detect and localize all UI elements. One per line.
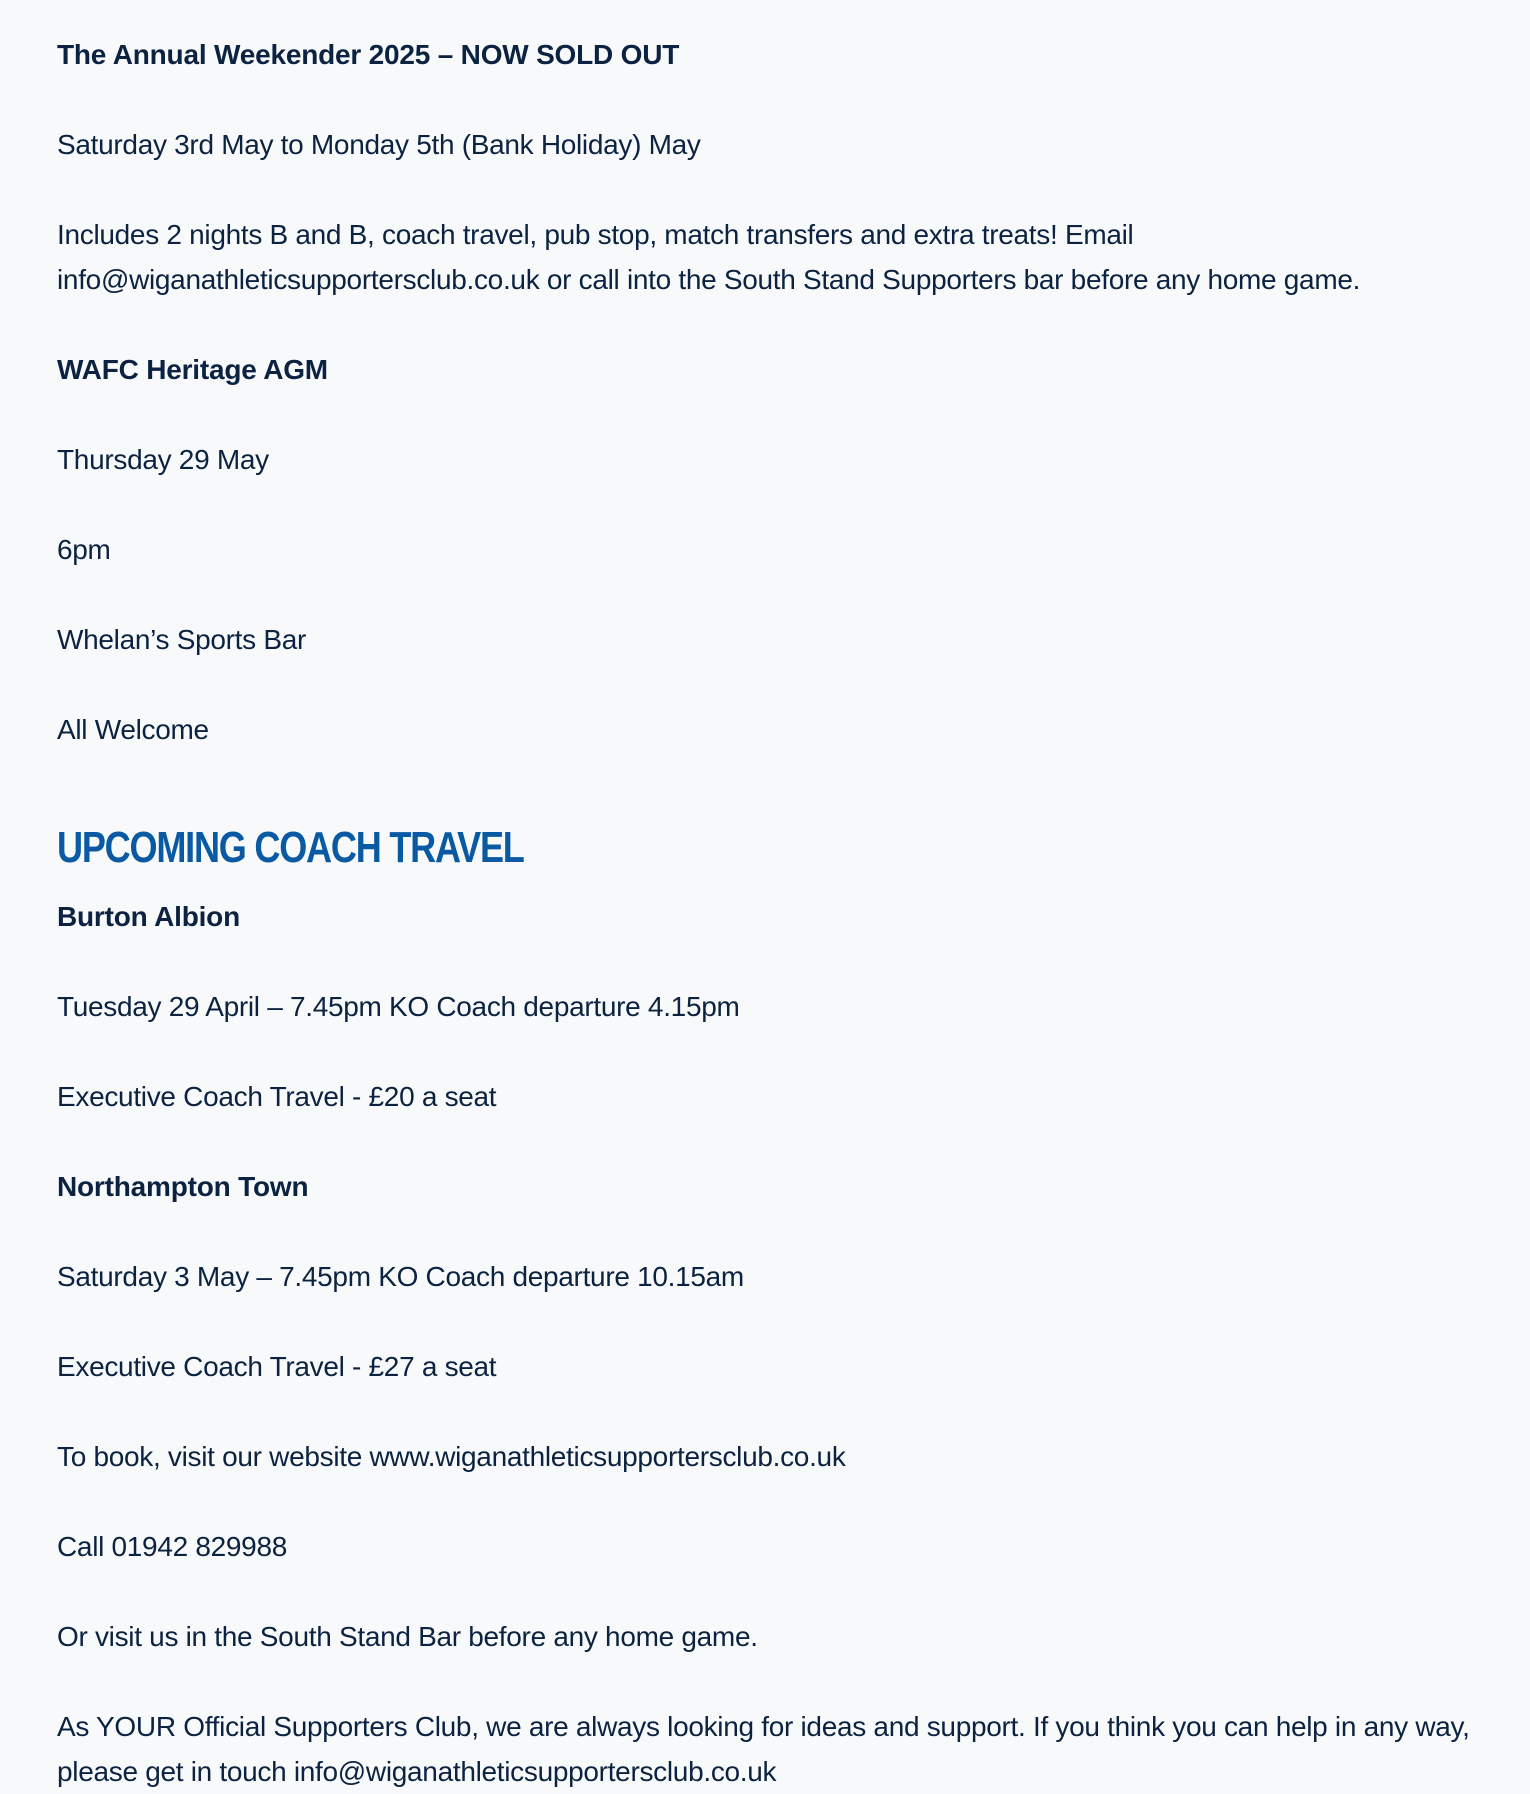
agm-venue: Whelan’s Sports Bar [57,624,307,655]
visit-info: Or visit us in the South Stand Bar before any home game. [57,1621,758,1652]
agm-time: 6pm [57,534,111,565]
agm-date: Thursday 29 May [57,444,269,475]
weekender-heading: The Annual Weekender 2025 – NOW SOLD OUT [57,39,680,70]
weekender-details-line-2: info@wiganathleticsupportersclub.co.uk or call into the South Stand Supporters bar before any home game. [57,264,1361,295]
trip-price: Executive Coach Travel - £27 a seat [57,1351,497,1382]
trip-price: Executive Coach Travel - £20 a seat [57,1081,497,1112]
weekender-details-line-1: Includes 2 nights B and B, coach travel, pub stop, match transfers and extra treats! Email [57,219,1134,250]
coach-travel-heading: UPCOMING COACH TRAVEL [57,823,524,872]
trip-schedule: Tuesday 29 April – 7.45pm KO Coach departure 4.15pm [57,991,740,1022]
trip-schedule: Saturday 3 May – 7.45pm KO Coach departure 10.15am [57,1261,744,1292]
closing-line-2: please get in touch info@wiganathleticsupportersclub.co.uk [57,1756,777,1787]
agm-heading: WAFC Heritage AGM [57,354,328,385]
booking-info: To book, visit our website www.wiganathleticsupportersclub.co.uk [57,1441,846,1472]
phone-info: Call 01942 829988 [57,1531,287,1562]
closing-line-1: As YOUR Official Supporters Club, we are always looking for ideas and support. If you think you can help in any way, [57,1711,1470,1742]
agm-note: All Welcome [57,714,209,745]
trip-opponent: Northampton Town [57,1171,309,1202]
trip-opponent: Burton Albion [57,901,240,932]
weekender-dates: Saturday 3rd May to Monday 5th (Bank Holiday) May [57,129,701,160]
